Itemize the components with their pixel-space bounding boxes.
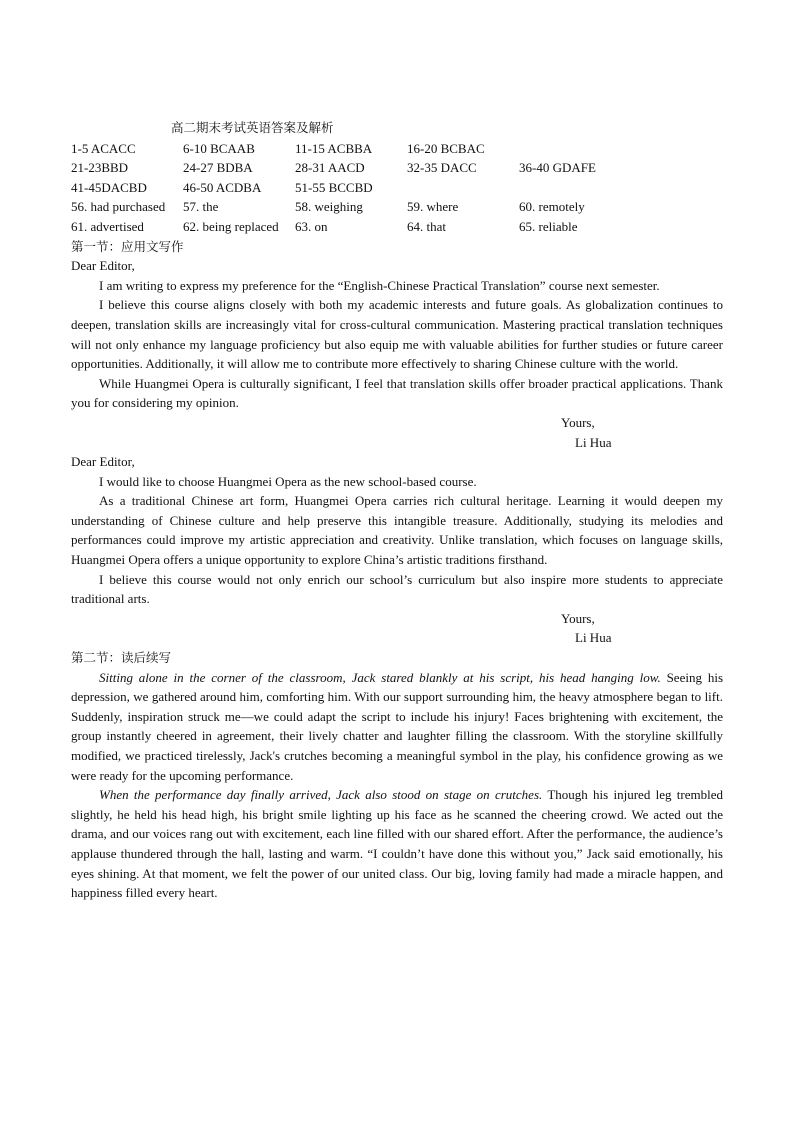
paragraph: I would like to choose Huangmei Opera as the new school-based course.	[99, 473, 477, 489]
closing: Yours,	[561, 610, 595, 626]
section2-heading: 第二节：读后续写	[71, 650, 172, 666]
salutation: Dear Editor,	[71, 258, 135, 274]
answer-row	[71, 178, 723, 198]
answer-cell: 63. on	[295, 218, 328, 234]
answer-cell: 1-5 ACACC	[71, 140, 136, 156]
answer-row	[71, 217, 723, 237]
continuation-writing	[71, 668, 723, 903]
paragraph-body: Though his injured leg trembled slightly, he held his head high, his bright smile lighting up his face as he scanned the cheering crowd. We acted out the drama, and our voices rang out with excitement, each line filled with our shared effort. After the performance, the audience’s applause thundered through the hall, lasting and warm. “I couldn’t have done this without you,” Jack said emotionally, his eyes shining. At that moment, we felt the power of our united class. Our big, loving family had made a miracle happen, and happiness filled every heart.	[71, 787, 723, 901]
answer-cell	[519, 178, 631, 198]
answer-cell: 46-50 ACDBA	[183, 179, 262, 195]
answer-cell: 64. that	[407, 218, 446, 234]
document-page	[71, 118, 723, 903]
paragraph: I believe this course would not only enrich our school’s curriculum but also inspire more students to appreciate traditional arts.	[71, 571, 723, 607]
given-lead-sentence: When the performance day finally arrived, Jack also stood on stage on crutches.	[99, 787, 543, 803]
answer-key	[71, 139, 723, 237]
answer-row	[71, 158, 723, 178]
answer-cell: 6-10 BCAAB	[183, 140, 255, 156]
page-title: 高二期末考试英语答案及解析	[171, 120, 334, 135]
answer-cell: 11-15 ACBBA	[295, 140, 373, 156]
answer-cell: 36-40 GDAFE	[519, 160, 596, 176]
answer-cell: 60. remotely	[519, 199, 585, 215]
answer-cell: 61. advertised	[71, 218, 144, 234]
answer-row	[71, 197, 723, 217]
answer-cell: 21-23BBD	[71, 160, 129, 176]
section1-heading: 第一节：应用文写作	[71, 238, 184, 254]
answer-cell: 32-35 DACC	[407, 160, 477, 176]
answer-cell	[407, 178, 519, 198]
answer-cell: 62. being replaced	[183, 218, 279, 234]
paragraph-body: Seeing his depression, we gathered around him, comforting him. With our support surrounding him, the heavy atmosphere began to lift. Suddenly, inspiration struck me—we could adapt the script to include his injury! Faces brightening with excitement, the group instantly cheered in agreement, their lively chatter and laughter filling the classroom. With the storyline skillfully modified, we practiced tirelessly, Jack's crutches becoming a meaningful symbol in the play, his confidence growing as we were ready for the upcoming performance.	[71, 669, 723, 783]
signature: Li Hua	[575, 630, 612, 646]
salutation: Dear Editor,	[71, 454, 135, 470]
answer-cell: 58. weighing	[295, 199, 363, 215]
signature: Li Hua	[575, 434, 612, 450]
closing: Yours,	[561, 414, 595, 430]
answer-cell: 59. where	[407, 199, 459, 215]
answer-cell: 16-20 BCBAC	[407, 140, 485, 156]
paragraph: I believe this course aligns closely with both my academic interests and future goals. As globalization continues to deepen, translation skills are increasingly vital for cross-cultural communication. Mastering practical translation techniques will not only enhance my language proficiency but also equip me with valuable abilities for further studies or future career opportunities. Additionally, it will allow me to contribute more effectively to sharing Chinese culture with the world.	[71, 297, 723, 372]
answer-cell: 51-55 BCCBD	[295, 179, 373, 195]
paragraph: As a traditional Chinese art form, Huangmei Opera carries rich cultural heritage. Learning it would deepen my understanding of Chinese culture and help preserve this intangible treasure. Additionally, studying its melodies and performances could improve my artistic appreciation and creativity. Unlike translation, which focuses on language skills, Huangmei Opera offers a unique opportunity to explore China’s artistic traditions firsthand.	[71, 493, 723, 568]
answer-row	[71, 139, 723, 159]
answer-cell: 24-27 BDBA	[183, 160, 253, 176]
given-lead-sentence: Sitting alone in the corner of the classroom, Jack stared blankly at his script, his head hanging low.	[99, 669, 661, 685]
answer-cell: 57. the	[183, 199, 219, 215]
paragraph	[71, 785, 723, 903]
letter-1	[71, 256, 723, 452]
paragraph: While Huangmei Opera is culturally significant, I feel that translation skills offer broader practical applications. Thank you for considering my opinion.	[71, 375, 723, 411]
answer-cell	[519, 139, 631, 159]
answer-cell: 28-31 AACD	[295, 160, 365, 176]
letter-2	[71, 452, 723, 648]
answer-cell: 65. reliable	[519, 218, 578, 234]
paragraph: I am writing to express my preference for the “English-Chinese Practical Translation” course next semester.	[99, 277, 660, 293]
answer-cell: 41-45DACBD	[71, 179, 147, 195]
answer-cell: 56. had purchased	[71, 199, 166, 215]
paragraph	[71, 668, 723, 786]
